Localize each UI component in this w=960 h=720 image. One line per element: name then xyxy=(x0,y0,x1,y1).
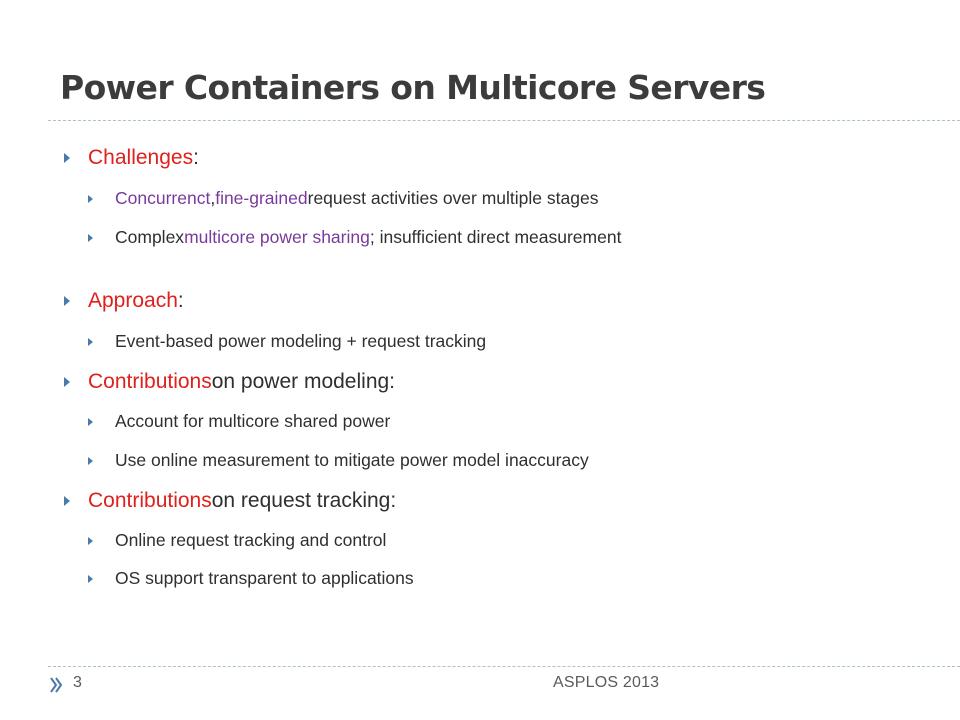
challenges-heading: Challenges xyxy=(88,146,194,169)
sub-bullet-online-measurement xyxy=(88,450,589,471)
triangle-right-icon xyxy=(88,234,93,242)
sub-bullet-online-tracking xyxy=(88,530,386,551)
page-number: 3 xyxy=(73,674,82,691)
event-based-text: Event-based power modeling + request tracking xyxy=(115,331,487,351)
slide-title: Power Containers on Multicore Servers xyxy=(60,68,766,107)
contributions-heading: Contributions xyxy=(88,370,212,393)
power-sharing-text: multicore power sharing xyxy=(184,227,370,247)
triangle-right-icon xyxy=(64,496,70,506)
on-power-modeling-text: on power modeling: xyxy=(211,370,396,393)
complex-text: Complex xyxy=(115,227,185,247)
approach-colon: : xyxy=(177,289,184,312)
triangle-right-icon xyxy=(88,195,93,203)
bullet-contributions-modeling xyxy=(64,370,395,394)
triangle-right-icon xyxy=(64,153,70,163)
contributions-heading: Contributions xyxy=(88,489,212,512)
sub-bullet-power-sharing xyxy=(88,227,621,248)
triangle-right-icon xyxy=(64,377,70,387)
fine-grained-text: fine-grained xyxy=(215,188,308,208)
concurrenct-text: Concurrenct xyxy=(115,188,211,208)
sub-bullet-event-based xyxy=(88,331,486,352)
online-measurement-text: Use online measurement to mitigate power model inaccuracy xyxy=(115,450,589,470)
triangle-right-icon xyxy=(88,418,93,426)
sub-bullet-os-support xyxy=(88,568,414,589)
bullet-challenges xyxy=(64,146,199,170)
shared-power-text: Account for multicore shared power xyxy=(115,411,391,431)
bullet-approach xyxy=(64,289,184,313)
sub-bullet-shared-power xyxy=(88,411,390,432)
os-support-text: OS support transparent to applications xyxy=(115,568,414,588)
approach-heading: Approach xyxy=(88,289,178,312)
triangle-right-icon xyxy=(88,338,93,346)
insufficient-measurement-text: ; insufficient direct measurement xyxy=(369,227,622,247)
double-chevron-icon xyxy=(50,676,62,694)
comma-text: , xyxy=(210,188,216,208)
footer-venue: ASPLOS 2013 xyxy=(553,674,660,691)
triangle-right-icon xyxy=(88,457,93,465)
sub-bullet-concurrency xyxy=(88,188,598,209)
triangle-right-icon xyxy=(88,575,93,583)
triangle-right-icon xyxy=(64,296,70,306)
triangle-right-icon xyxy=(88,537,93,545)
footer-divider xyxy=(48,666,960,667)
bullet-contributions-tracking xyxy=(64,489,396,513)
title-divider xyxy=(48,120,960,121)
on-request-tracking-text: on request tracking: xyxy=(211,489,397,512)
request-activities-text: request activities over multiple stages xyxy=(307,188,599,208)
challenges-colon: : xyxy=(193,146,199,169)
online-tracking-text: Online request tracking and control xyxy=(115,530,387,550)
